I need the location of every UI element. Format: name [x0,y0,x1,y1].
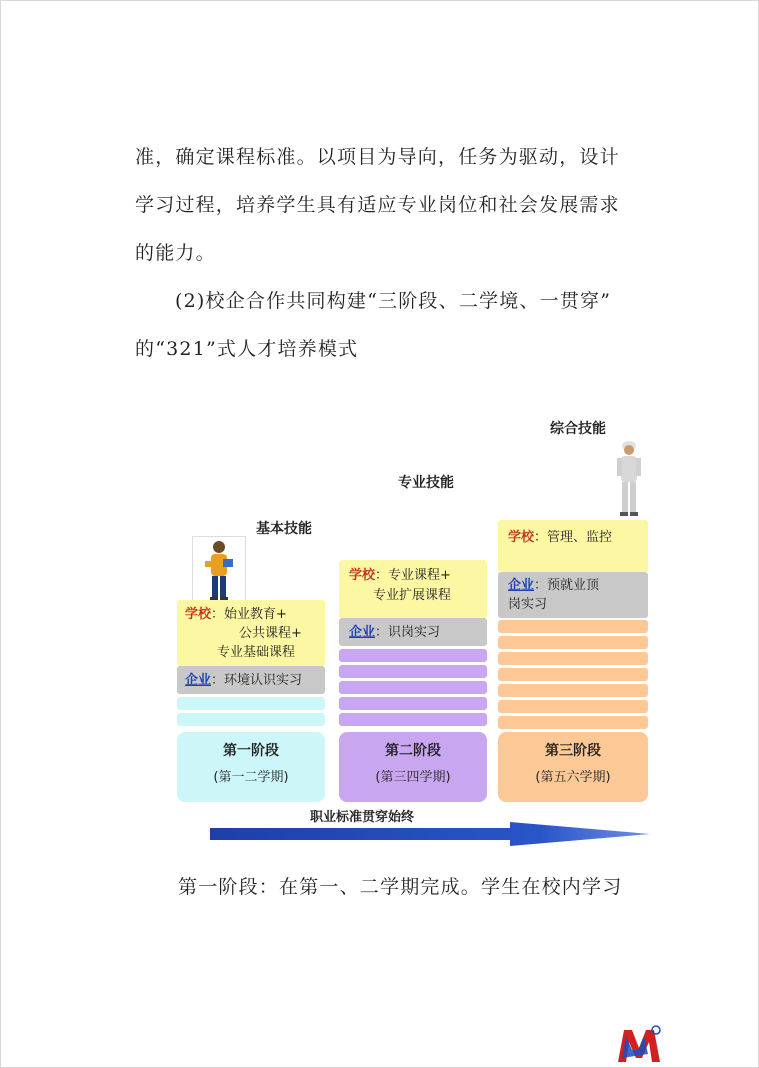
school-label: 学校 [185,607,212,622]
stage3-stripe [498,668,648,681]
stage3-stripe [498,636,648,649]
stage3-name: 第三阶段 [545,743,601,759]
school-label: 学校 [508,530,535,545]
stage2-stripe [339,649,487,662]
stage1-school-line: 公共课程+ [239,626,302,641]
stage1-block [177,732,325,802]
paragraph-1 [135,133,635,277]
company-text: ：识岗实习 [375,625,441,640]
text-line: 的“321”式人才培养模式 [135,338,359,360]
skill-title-comprehensive: 综合技能 [550,421,606,437]
text-line: 学习过程，培养学生具有适应专业岗位和社会发展需求 [135,194,620,216]
stage3-stripe [498,652,648,665]
stage2-period: (第三四学期) [375,770,451,785]
stage3-company-line [508,576,599,595]
school-label: 学校 [349,568,376,583]
paragraph-3: 第一阶段：在第一、二学期完成。学生在校内学习 [178,876,623,898]
company-text: ：预就业顶 [534,578,600,593]
stage3-stripe [498,620,648,633]
school-text: ：专业课程+ [375,568,451,583]
stage2-company-line [349,623,440,642]
skill-title-professional: 专业技能 [398,475,454,491]
progress-arrow-icon [210,822,650,846]
stage2-stripe [339,713,487,726]
company-text: ：环境认识实习 [211,673,303,688]
stage3-period: (第五六学期) [535,770,611,785]
stage3-stripe [498,684,648,697]
stage2-stripe [339,665,487,678]
skill-title-basic: 基本技能 [256,521,312,537]
school-text: ：始业教育+ [211,607,287,622]
paragraph-2 [135,277,635,373]
stage1-stripe [177,713,325,726]
stage2-school-line: 专业扩展课程 [373,588,452,603]
stage3-stripe [498,716,648,729]
school-text: ：管理、监控 [534,530,613,545]
stage1-school-line: 专业基础课程 [217,645,296,660]
stage3-block [498,732,648,802]
stage1-period: (第一二学期) [213,770,289,785]
text-line: (2)校企合作共同构建“三阶段、二学境、一贯穿” [175,290,612,312]
stage2-block [339,732,487,802]
stage1-school-line [185,605,287,624]
stage2-name: 第二阶段 [385,743,441,759]
arrow-label: 职业标准贯穿始终 [310,810,415,825]
stage3-stripe [498,700,648,713]
stage1-name: 第一阶段 [223,743,279,759]
brand-logo-icon [616,1024,662,1064]
text-line: 的能力。 [135,242,216,264]
training-model-diagram [170,410,660,850]
stage3-company-line: 岗实习 [508,597,548,612]
stage1-company-line [185,671,302,690]
stage2-stripe [339,681,487,694]
company-label: 企业 [349,625,376,640]
stage3-school-line [508,528,612,547]
company-label: 企业 [508,578,535,593]
stage2-school-line [349,566,451,585]
stage2-stripe [339,697,487,710]
text-line: 准，确定课程标准。以项目为导向，任务为驱动，设计 [135,146,620,168]
worker-figure-icon [614,438,644,518]
stage1-stripe [177,697,325,710]
company-label: 企业 [185,673,212,688]
student-figure-icon [192,536,246,604]
